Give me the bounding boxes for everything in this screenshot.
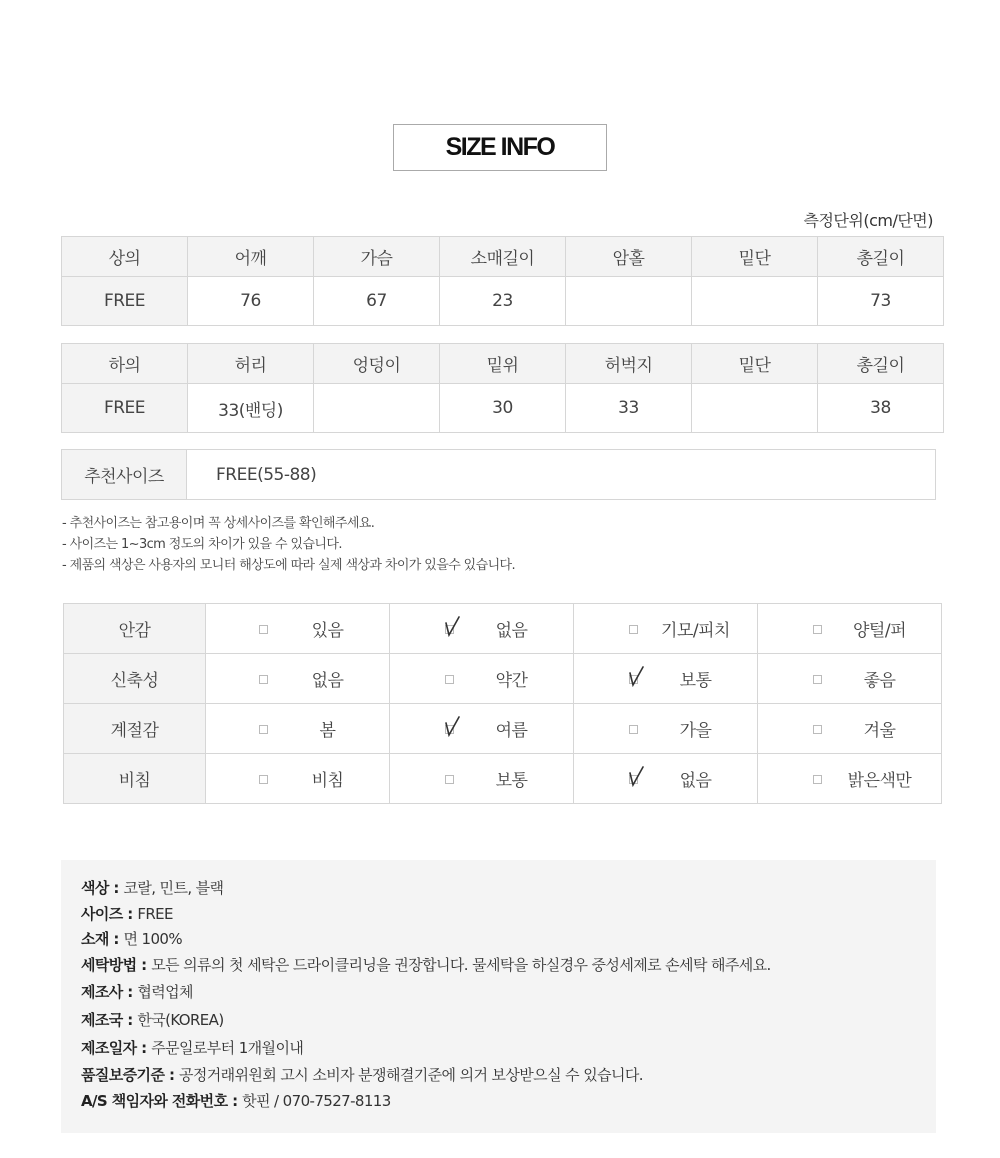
feature-option[interactable]	[206, 654, 390, 704]
checkbox[interactable]	[445, 675, 454, 684]
top-value-cell: FREE	[62, 277, 188, 326]
info-key: 제조사 :	[81, 983, 138, 1001]
feature-option[interactable]	[574, 604, 758, 654]
note-line: - 사이즈는 1~3cm 정도의 차이가 있을 수 있습니다.	[62, 537, 342, 552]
bottom-size-table	[61, 343, 944, 433]
top-value-cell: 23	[440, 277, 566, 326]
top-header-cell: 암홀	[566, 237, 692, 277]
top-header-cell: 상의	[62, 237, 188, 277]
bottom-value-cell: FREE	[62, 384, 188, 433]
info-line	[81, 981, 193, 1002]
top-value-cell: 67	[314, 277, 440, 326]
feature-option[interactable]	[390, 654, 574, 704]
feature-option-label: 비침	[311, 771, 344, 791]
feature-option-label: 없음	[495, 621, 528, 641]
top-header-cell: 밑단	[692, 237, 818, 277]
checkbox[interactable]	[445, 775, 454, 784]
info-line	[81, 1064, 643, 1085]
feature-option-label: 좋음	[863, 671, 896, 691]
feature-option-label: 보통	[679, 671, 712, 691]
feature-option[interactable]	[758, 704, 942, 754]
top-header-cell: 소매길이	[440, 237, 566, 277]
bottom-header-cell: 엉덩이	[314, 344, 440, 384]
info-line	[81, 903, 173, 924]
top-header-cell: 총길이	[818, 237, 944, 277]
feature-row	[64, 754, 942, 804]
top-size-header-row	[62, 237, 944, 277]
feature-row	[64, 704, 942, 754]
check-mark-icon	[444, 615, 460, 637]
info-line	[81, 1090, 391, 1111]
note-line: - 제품의 색상은 사용자의 모니터 해상도에 따라 실제 색상과 차이가 있을수 있습니다.	[62, 558, 516, 573]
bottom-header-cell: 허벅지	[566, 344, 692, 384]
info-key: 색상 :	[81, 879, 124, 897]
page-title: SIZE INFO	[393, 124, 607, 171]
bottom-header-cell: 하의	[62, 344, 188, 384]
feature-option-label: 있음	[311, 621, 344, 641]
checkbox[interactable]	[259, 675, 268, 684]
top-value-cell	[692, 277, 818, 326]
top-value-cell: 76	[188, 277, 314, 326]
feature-option[interactable]	[758, 604, 942, 654]
info-value: 협력업체	[137, 983, 193, 1001]
feature-option-label: 없음	[311, 671, 344, 691]
feature-label: 비침	[64, 754, 206, 804]
bottom-value-cell	[692, 384, 818, 433]
bottom-header-cell: 총길이	[818, 344, 944, 384]
checkbox[interactable]	[259, 625, 268, 634]
info-key: 품질보증기준 :	[81, 1066, 179, 1084]
feature-option-label: 봄	[319, 721, 336, 741]
bottom-value-cell: 38	[818, 384, 944, 433]
feature-option[interactable]	[206, 754, 390, 804]
bottom-header-cell: 허리	[188, 344, 314, 384]
check-mark-icon	[444, 715, 460, 737]
top-size-table	[61, 236, 944, 326]
info-value: 핫핀 / 070-7527-8113	[242, 1092, 391, 1110]
info-line	[81, 1009, 224, 1030]
feature-label: 계절감	[64, 704, 206, 754]
feature-option[interactable]	[206, 604, 390, 654]
checkbox[interactable]	[259, 725, 268, 734]
feature-label: 신축성	[64, 654, 206, 704]
feature-option[interactable]	[574, 754, 758, 804]
feature-option[interactable]	[390, 754, 574, 804]
feature-option-label: 기모/피치	[661, 621, 730, 641]
checkbox[interactable]	[813, 675, 822, 684]
info-value: FREE	[137, 905, 173, 923]
bottom-value-cell: 30	[440, 384, 566, 433]
top-value-cell	[566, 277, 692, 326]
top-size-value-row	[62, 277, 944, 326]
top-header-cell: 어깨	[188, 237, 314, 277]
bottom-size-header-row	[62, 344, 944, 384]
check-mark-icon	[628, 665, 644, 687]
checkbox[interactable]	[629, 725, 638, 734]
bottom-size-value-row	[62, 384, 944, 433]
feature-option-label: 여름	[495, 721, 528, 741]
checkbox[interactable]	[629, 625, 638, 634]
info-line	[81, 1037, 303, 1058]
info-key: 소재 :	[81, 930, 124, 948]
bottom-value-cell	[314, 384, 440, 433]
info-value: 공정거래위원회 고시 소비자 분쟁해결기준에 의거 보상받으실 수 있습니다.	[178, 1066, 643, 1084]
note-line: - 추천사이즈는 참고용이며 꼭 상세사이즈를 확인해주세요.	[62, 516, 375, 531]
info-value: 한국(KOREA)	[137, 1011, 224, 1029]
info-key: 세탁방법 :	[81, 956, 152, 974]
checkbox[interactable]	[259, 775, 268, 784]
info-line	[81, 954, 771, 975]
feature-label: 안감	[64, 604, 206, 654]
feature-row	[64, 604, 942, 654]
feature-option[interactable]	[390, 704, 574, 754]
check-mark-icon	[628, 765, 644, 787]
info-value: 모든 의류의 첫 세탁은 드라이클리닝을 권장합니다. 물세탁을 하실경우 중성세제로 손세탁 해주세요.	[151, 956, 771, 974]
checkbox[interactable]	[813, 725, 822, 734]
bottom-value-cell: 33	[566, 384, 692, 433]
recommended-size-table	[61, 449, 936, 500]
feature-option-label: 가을	[679, 721, 712, 741]
feature-option[interactable]	[574, 704, 758, 754]
feature-option[interactable]	[390, 604, 574, 654]
top-value-cell: 73	[818, 277, 944, 326]
feature-table	[63, 603, 942, 804]
recommended-size-row	[62, 450, 936, 500]
feature-option-label: 겨울	[863, 721, 896, 741]
feature-option-label: 밝은색만	[847, 771, 912, 791]
feature-option[interactable]	[574, 654, 758, 704]
feature-option-label: 없음	[679, 771, 712, 791]
info-key: 사이즈 :	[81, 905, 138, 923]
feature-row	[64, 654, 942, 704]
bottom-header-cell: 밑단	[692, 344, 818, 384]
feature-option[interactable]	[758, 654, 942, 704]
feature-option-label: 양털/퍼	[853, 621, 906, 641]
size-notes	[62, 513, 515, 576]
top-header-cell: 가슴	[314, 237, 440, 277]
measurement-unit: 측정단위(cm/단면)	[803, 211, 933, 230]
feature-option[interactable]	[206, 704, 390, 754]
recommended-size-label: 추천사이즈	[62, 450, 187, 500]
feature-option-label: 약간	[495, 671, 528, 691]
info-line	[81, 877, 223, 898]
info-value: 코랄, 민트, 블랙	[123, 879, 224, 897]
info-key: 제조일자 :	[81, 1039, 152, 1057]
bottom-header-cell: 밑위	[440, 344, 566, 384]
info-key: 제조국 :	[81, 1011, 138, 1029]
feature-option-label: 보통	[495, 771, 528, 791]
bottom-value-cell: 33(밴딩)	[188, 384, 314, 433]
feature-option[interactable]	[758, 754, 942, 804]
product-info-box	[61, 860, 936, 1133]
checkbox[interactable]	[813, 775, 822, 784]
info-value: 주문일로부터 1개월이내	[151, 1039, 304, 1057]
checkbox[interactable]	[813, 625, 822, 634]
info-key: A/S 책임자와 전화번호 :	[81, 1092, 243, 1110]
info-value: 면 100%	[123, 930, 182, 948]
recommended-size-value: FREE(55-88)	[187, 450, 936, 500]
info-line	[81, 928, 182, 949]
